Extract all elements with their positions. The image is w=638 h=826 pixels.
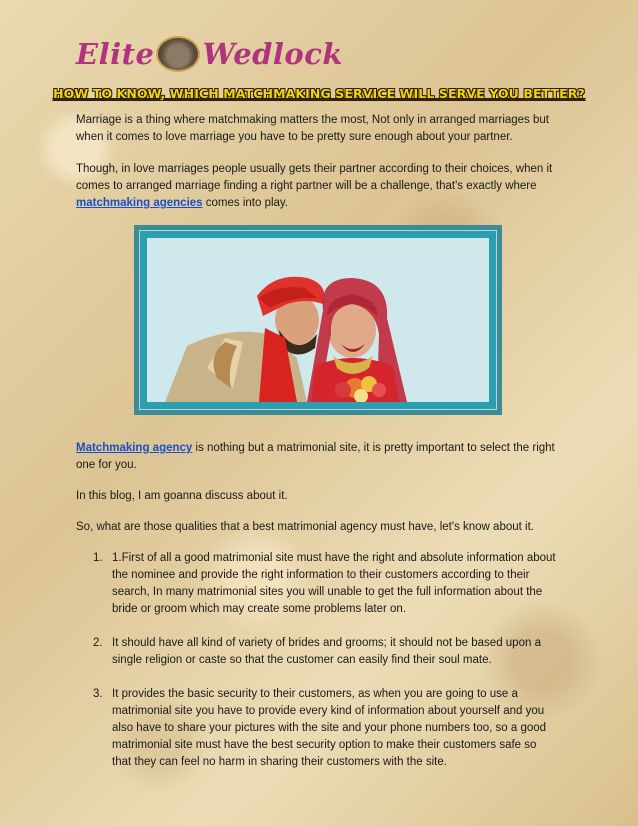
list-number: 1. xyxy=(93,552,103,564)
love-marriage-paragraph xyxy=(76,161,561,212)
qualities-list xyxy=(76,550,556,788)
couple-illustration xyxy=(147,238,489,402)
brand-logo[interactable] xyxy=(76,34,343,74)
rings-hands-photo-icon xyxy=(156,36,200,72)
couple-photo xyxy=(147,238,489,402)
paragraph-text: is nothing but a matrimonial site, it is pretty important to select the right one for you. xyxy=(76,442,555,471)
list-number: 2. xyxy=(93,637,103,649)
matchmaking-agency-link[interactable]: Matchmaking agency xyxy=(76,442,193,454)
list-number: 3. xyxy=(93,688,103,700)
matchmaking-agencies-link[interactable]: matchmaking agencies xyxy=(76,197,203,209)
blog-intro-paragraph: In this blog, I am goanna discuss about it. xyxy=(76,490,288,502)
couple-photo-frame xyxy=(134,225,502,415)
paragraph-text: Though, in love marriages people usually gets their partner according to their choices, when it comes to arranged marriage finding a right partner will be a challenge, that's exactly where xyxy=(76,163,553,192)
qualities-paragraph: So, what are those qualities that a best matrimonial agency must have, let's know about it. xyxy=(76,521,534,533)
page-title: HOW TO KNOW, WHICH MATCHMAKING SERVICE WILL SERVE YOU BETTER? xyxy=(53,86,585,101)
list-item-text: It should have all kind of variety of brides and grooms; it should not be based upon a single religion or caste so that the customer can easily find their soul mate. xyxy=(112,637,541,666)
agency-paragraph xyxy=(76,440,561,474)
list-item-text: It provides the basic security to their customers, as when you are going to use a matrimonial site you have to provide every kind of information about yourself and you also have to share your pictures with the site and your phone numbers too, so a good matrimonial site must have the best security option to make their customers safe so that they can feel no harm in sharing their customers with the site. xyxy=(112,688,547,768)
list-item xyxy=(76,686,556,771)
paragraph-text-after: comes into play. xyxy=(205,197,289,209)
intro-paragraph: Marriage is a thing where matchmaking matters the most, Not only in arranged marriages but when it comes to love marriage you have to be pretty sure enough about your partner. xyxy=(76,114,549,143)
list-item xyxy=(76,550,556,618)
logo-text-wedlock: Wedlock xyxy=(202,37,344,71)
list-item xyxy=(76,635,556,669)
list-item-text: 1.First of all a good matrimonial site must have the right and absolute information about the nominee and provide the right information to their customers according to their search, In many matrimonial sites you will unable to get the full information about the bride or groom which may create some problems later on. xyxy=(112,552,556,615)
logo-text-elite: Elite xyxy=(76,37,155,71)
